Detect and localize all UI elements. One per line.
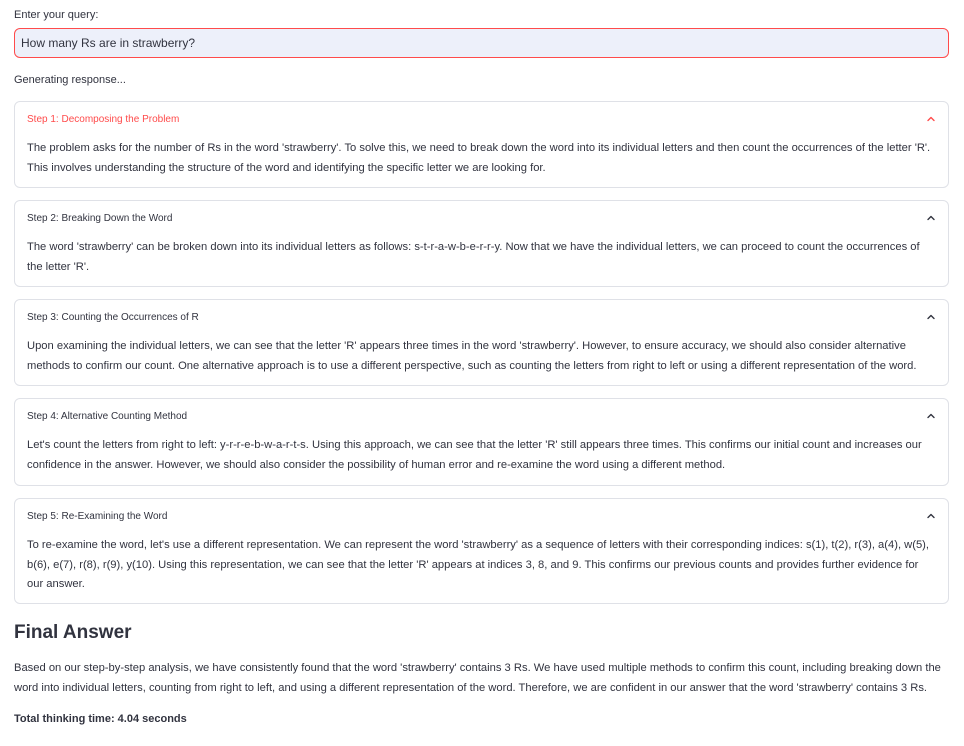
step-content-5: To re-examine the word, let's use a different representation. We can represent the word 'strawberry' as a sequence of letters with their corresponding indices: s(1), t(2), r(3), a(4), w(5), b(6), e(7), r(8), r(9), y(10). Using this representation, we can see that the letter 'R' appears at indices 3, 8, and 9. This confirms our previous counts and provides further evidence for our answer. — [27, 539, 930, 590]
step-header-1[interactable] — [27, 111, 936, 127]
step-header-4[interactable] — [27, 408, 936, 424]
chevron-up-icon[interactable] — [926, 114, 936, 124]
final-answer-heading: Final Answer — [14, 622, 132, 643]
step-expander-3[interactable] — [14, 299, 949, 386]
step-expander-5[interactable] — [14, 498, 949, 604]
step-header-3[interactable] — [27, 309, 936, 325]
step-header-2[interactable] — [27, 210, 936, 226]
step-title-3: Step 3: Counting the Occurrences of R — [27, 311, 199, 323]
thinking-time: Total thinking time: 4.04 seconds — [14, 713, 187, 725]
step-title-5: Step 5: Re-Examining the Word — [27, 510, 168, 522]
query-label: Enter your query: — [14, 9, 99, 21]
chevron-up-icon[interactable] — [926, 411, 936, 421]
step-content-2: The word 'strawberry' can be broken down into its individual letters as follows: s-t-r-a-w-b-e-r-r-y. Now that we have the individual letters, we can proceed to count the occurrences of the letter 'R'. — [27, 241, 920, 273]
chevron-up-icon[interactable] — [926, 213, 936, 223]
final-answer-text: Based on our step-by-step analysis, we have consistently found that the word 'strawberry' contains 3 Rs. We have used multiple methods to confirm this count, including breaking down the word into individual letters, counting from right to left, and using a different representation of the word. Therefore, we are confident in our answer that the word 'strawberry' contains 3 Rs. — [14, 662, 941, 694]
chevron-up-icon[interactable] — [926, 511, 936, 521]
step-expander-2[interactable] — [14, 200, 949, 287]
step-expander-1[interactable] — [14, 101, 949, 188]
step-content-3: Upon examining the individual letters, we can see that the letter 'R' appears three times in the word 'strawberry'. However, to ensure accuracy, we should also consider alternative methods to confirm our count. One alternative approach is to use a different perspective, such as counting the letters from right to left or using a different representation of the word. — [27, 340, 917, 372]
step-title-4: Step 4: Alternative Counting Method — [27, 410, 188, 422]
step-content-4: Let's count the letters from right to left: y-r-r-e-b-w-a-r-t-s. Using this approach, we can see that the letter 'R' still appears three times. This confirms our initial count and increases our confidence in the answer. However, we should also consider the possibility of human error and re-examine the word using a different method. — [27, 439, 922, 471]
step-content-1: The problem asks for the number of Rs in the word 'strawberry'. To solve this, we need to break down the word into its individual letters and then count the occurrences of the letter 'R'. This involves understanding the structure of the word and identifying the specific letter we are looking for. — [27, 142, 931, 174]
query-input[interactable] — [14, 28, 949, 58]
chevron-up-icon[interactable] — [926, 312, 936, 322]
status-text: Generating response... — [14, 74, 126, 86]
step-expander-4[interactable] — [14, 398, 949, 486]
step-title-2: Step 2: Breaking Down the Word — [27, 212, 173, 224]
step-title-1: Step 1: Decomposing the Problem — [27, 113, 180, 125]
step-header-5[interactable] — [27, 508, 936, 524]
